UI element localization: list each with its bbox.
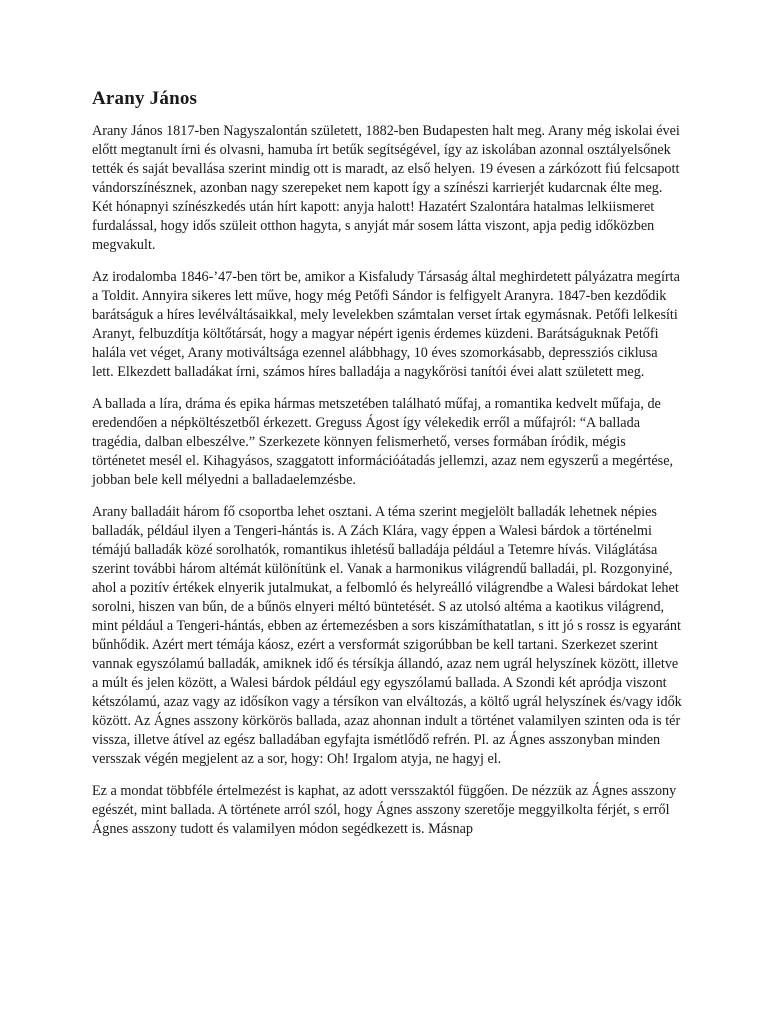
paragraph-ballad-genre: A ballada a líra, dráma és epika hármas metszetében található műfaj, a romantika kedvelt műfaja, de eredendően a népköltészetből érkezett. Greguss Ágost így vélekedik erről a műfajról: “A ballada tragédia, dalban elbeszélve.” Szerkezete könnyen felismerhető, verses formában íródik, mégis történetet mesél el. Kihagyásos, szaggatott információátadás jellemzi, azaz nem egyszerű a megértése, jobban bele kell mélyedni a balladaelemzésbe.	[92, 396, 674, 488]
paragraph-agnes-asszony: Ez a mondat többféle értelmezést is kaphat, az adott versszaktól függően. De nézzük az Ágnes asszony egészét, mint ballada. A története arról szól, hogy Ágnes asszony szeretője meggyilkolta férjét, s erről Ágnes asszony tudott és valamilyen módon segédkezett is. Másnap	[92, 783, 677, 837]
document-page	[92, 88, 682, 852]
paragraph-literary-debut: Az irodalomba 1846-’47-ben tört be, amikor a Kisfaludy Társaság által meghirdetett pályázatra megírta a Toldit. Annyira sikeres lett műve, hogy még Petőfi Sándor is felfigyelt Aranyra. 1847-ben kezdődik barátságuk a híres levélváltásaikkal, mely levelekben számtalan verset írtak egymásnak. Petőfi lelkesíti Aranyt, felbuzdítja költőtársát, hogy a magyar népért igenis érdemes küzdeni. Barátságuknak Petőfi halála vet véget, Arany motiváltsága ezennel alábbhagy, 10 éves szomorkásabb, depressziós ciklusa lett. Elkezdett balladákat írni, számos híres balladája a nagykőrösi tanítói évei alatt született meg.	[92, 269, 680, 380]
document-title: Arany János	[92, 88, 198, 109]
paragraph-biography: Arany János 1817-ben Nagyszalontán született, 1882-ben Budapesten halt meg. Arany még iskolai évei előtt megtanult írni és olvasni, hamuba írt betűk segítségével, így az iskolában azonnal osztályelsőnek tették és saját bevallása szerint mindig ott is maradt, az első helyen. 19 évesen a zárkózott fiú felcsapott vándorszínésznek, azonban nagy szerepeket nem kapott így a színészi karrierjét kudarcnak élte meg. Két hónapnyi színészkedés után hírt kapott: anyja halott! Hazatért Szalontára hatalmas lelkiismeret furdalással, hogy idős szüleit otthon hagyta, s anyját már sosem látta viszont, apja pedig időközben megvakult.	[92, 123, 680, 253]
paragraph-ballad-groups: Arany balladáit három fő csoportba lehet osztani. A téma szerint megjelölt balladák lehetnek népies balladák, például ilyen a Tengeri-hántás is. A Zách Klára, vagy éppen a Walesi bárdok a történelmi témájú balladák közé sorolhatók, romantikus ihletésű balladája például a Tetemre hívás. Világlátása szerint további három altémát különítünk el. Vanak a harmonikus világrendű balladái, pl. Rozgonyiné, ahol a pozitív értékek elnyerik jutalmukat, a felbomló és helyreálló világrendbe a Walesi bárdokat lehet sorolni, hiszen van bűn, de a bűnös elnyeri méltó büntetését. S az utolsó altéma a kaotikus világrend, mint például a Tengeri-hántás, ebben az értemezésben a sors kiszámíthatatlan, s itt jó s rossz is egyaránt bűnhődik. Azért mert témája káosz, ezért a versformát szigorúbban be kell tartani. Szerkezet szerint vannak egyszólamú balladák, amiknek idő és térsíkja állandó, azaz nem ugrál helyszínek között, illetve a múlt és jelen között, a Walesi bárdok például egy egyszólamú ballada. A Szondi két apródja viszont kétszólamú, azaz vagy az idősíkon vagy a térsíkon van elváltozás, a költő ugrál helyszínek és/vagy idők között. Az Ágnes asszony körkörös ballada, azaz ahonnan indult a történet valamilyen szinten oda is tér vissza, illetve átível az egész balladában egyfajta ismétlődő refrén. Pl. az Ágnes asszonyban minden versszak végén megjelent az a sor, hogy: Oh! Irgalom atyja, ne hagyj el.	[92, 504, 682, 767]
